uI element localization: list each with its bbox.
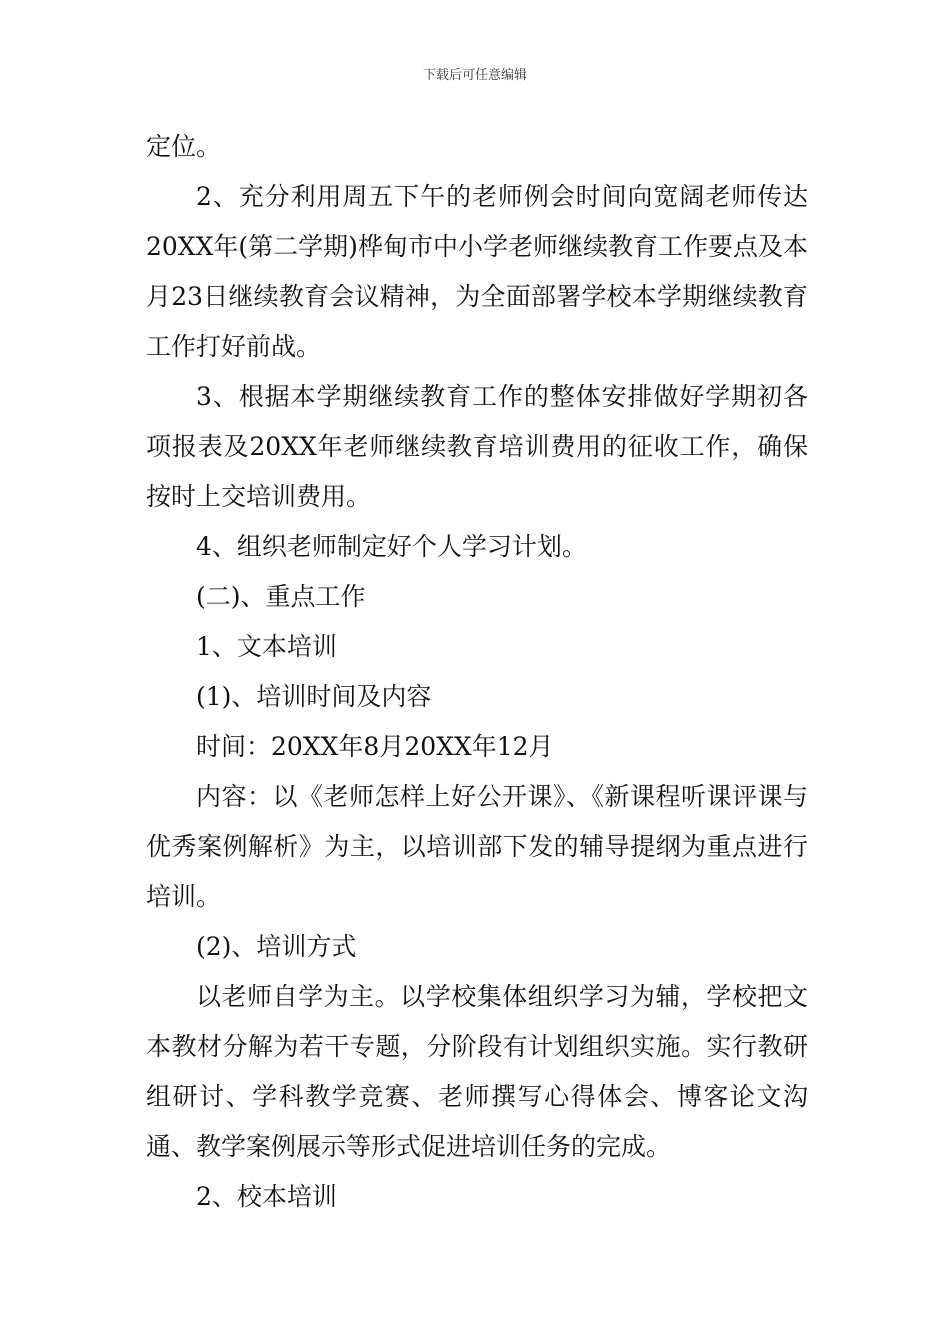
paragraph-3: 3、根据本学期继续教育工作的整体安排做好学期初各项报表及20XX年老师继续教育培训费用的征收工作，确保按时上交培训费用。 bbox=[146, 382, 808, 511]
subheading-text-training: 1、文本培训 bbox=[196, 632, 337, 661]
paragraph-content: 内容：以《老师怎样上好公开课》、《新课程听课评课与优秀案例解析》为主，以培训部下发的辅导提纲为重点进行培训。 bbox=[146, 782, 808, 911]
paragraph-time: 时间：20XX年8月20XX年12月 bbox=[196, 732, 554, 761]
paragraph-method: 以老师自学为主。以学校集体组织学习为辅，学校把文本教材分解为若干专题，分阶段有计划组织实施。实行教研组研讨、学科教学竞赛、老师撰写心得体会、博客论文沟通、教学案例展示等形式促进培训任务的完成。 bbox=[146, 982, 808, 1161]
subheading-training-method: (2)、培训方式 bbox=[196, 932, 357, 961]
page-header-note: 下载后可任意编辑 bbox=[422, 68, 527, 83]
document-body bbox=[146, 122, 808, 1222]
paragraph-4: 4、组织老师制定好个人学习计划。 bbox=[196, 532, 587, 561]
paragraph-2: 2、充分利用周五下午的老师例会时间向宽阔老师传达20XX年(第二学期)桦甸市中小学老师继续教育工作要点及本月23日继续教育会议精神，为全面部署学校本学期继续教育工作打好前战。 bbox=[146, 182, 808, 361]
subheading-school-training: 2、校本培训 bbox=[196, 1182, 337, 1211]
section-heading-key-work: (二)、重点工作 bbox=[196, 582, 366, 611]
subheading-training-time-content: (1)、培训时间及内容 bbox=[196, 682, 432, 711]
paragraph-1: 定位。 bbox=[146, 132, 222, 161]
